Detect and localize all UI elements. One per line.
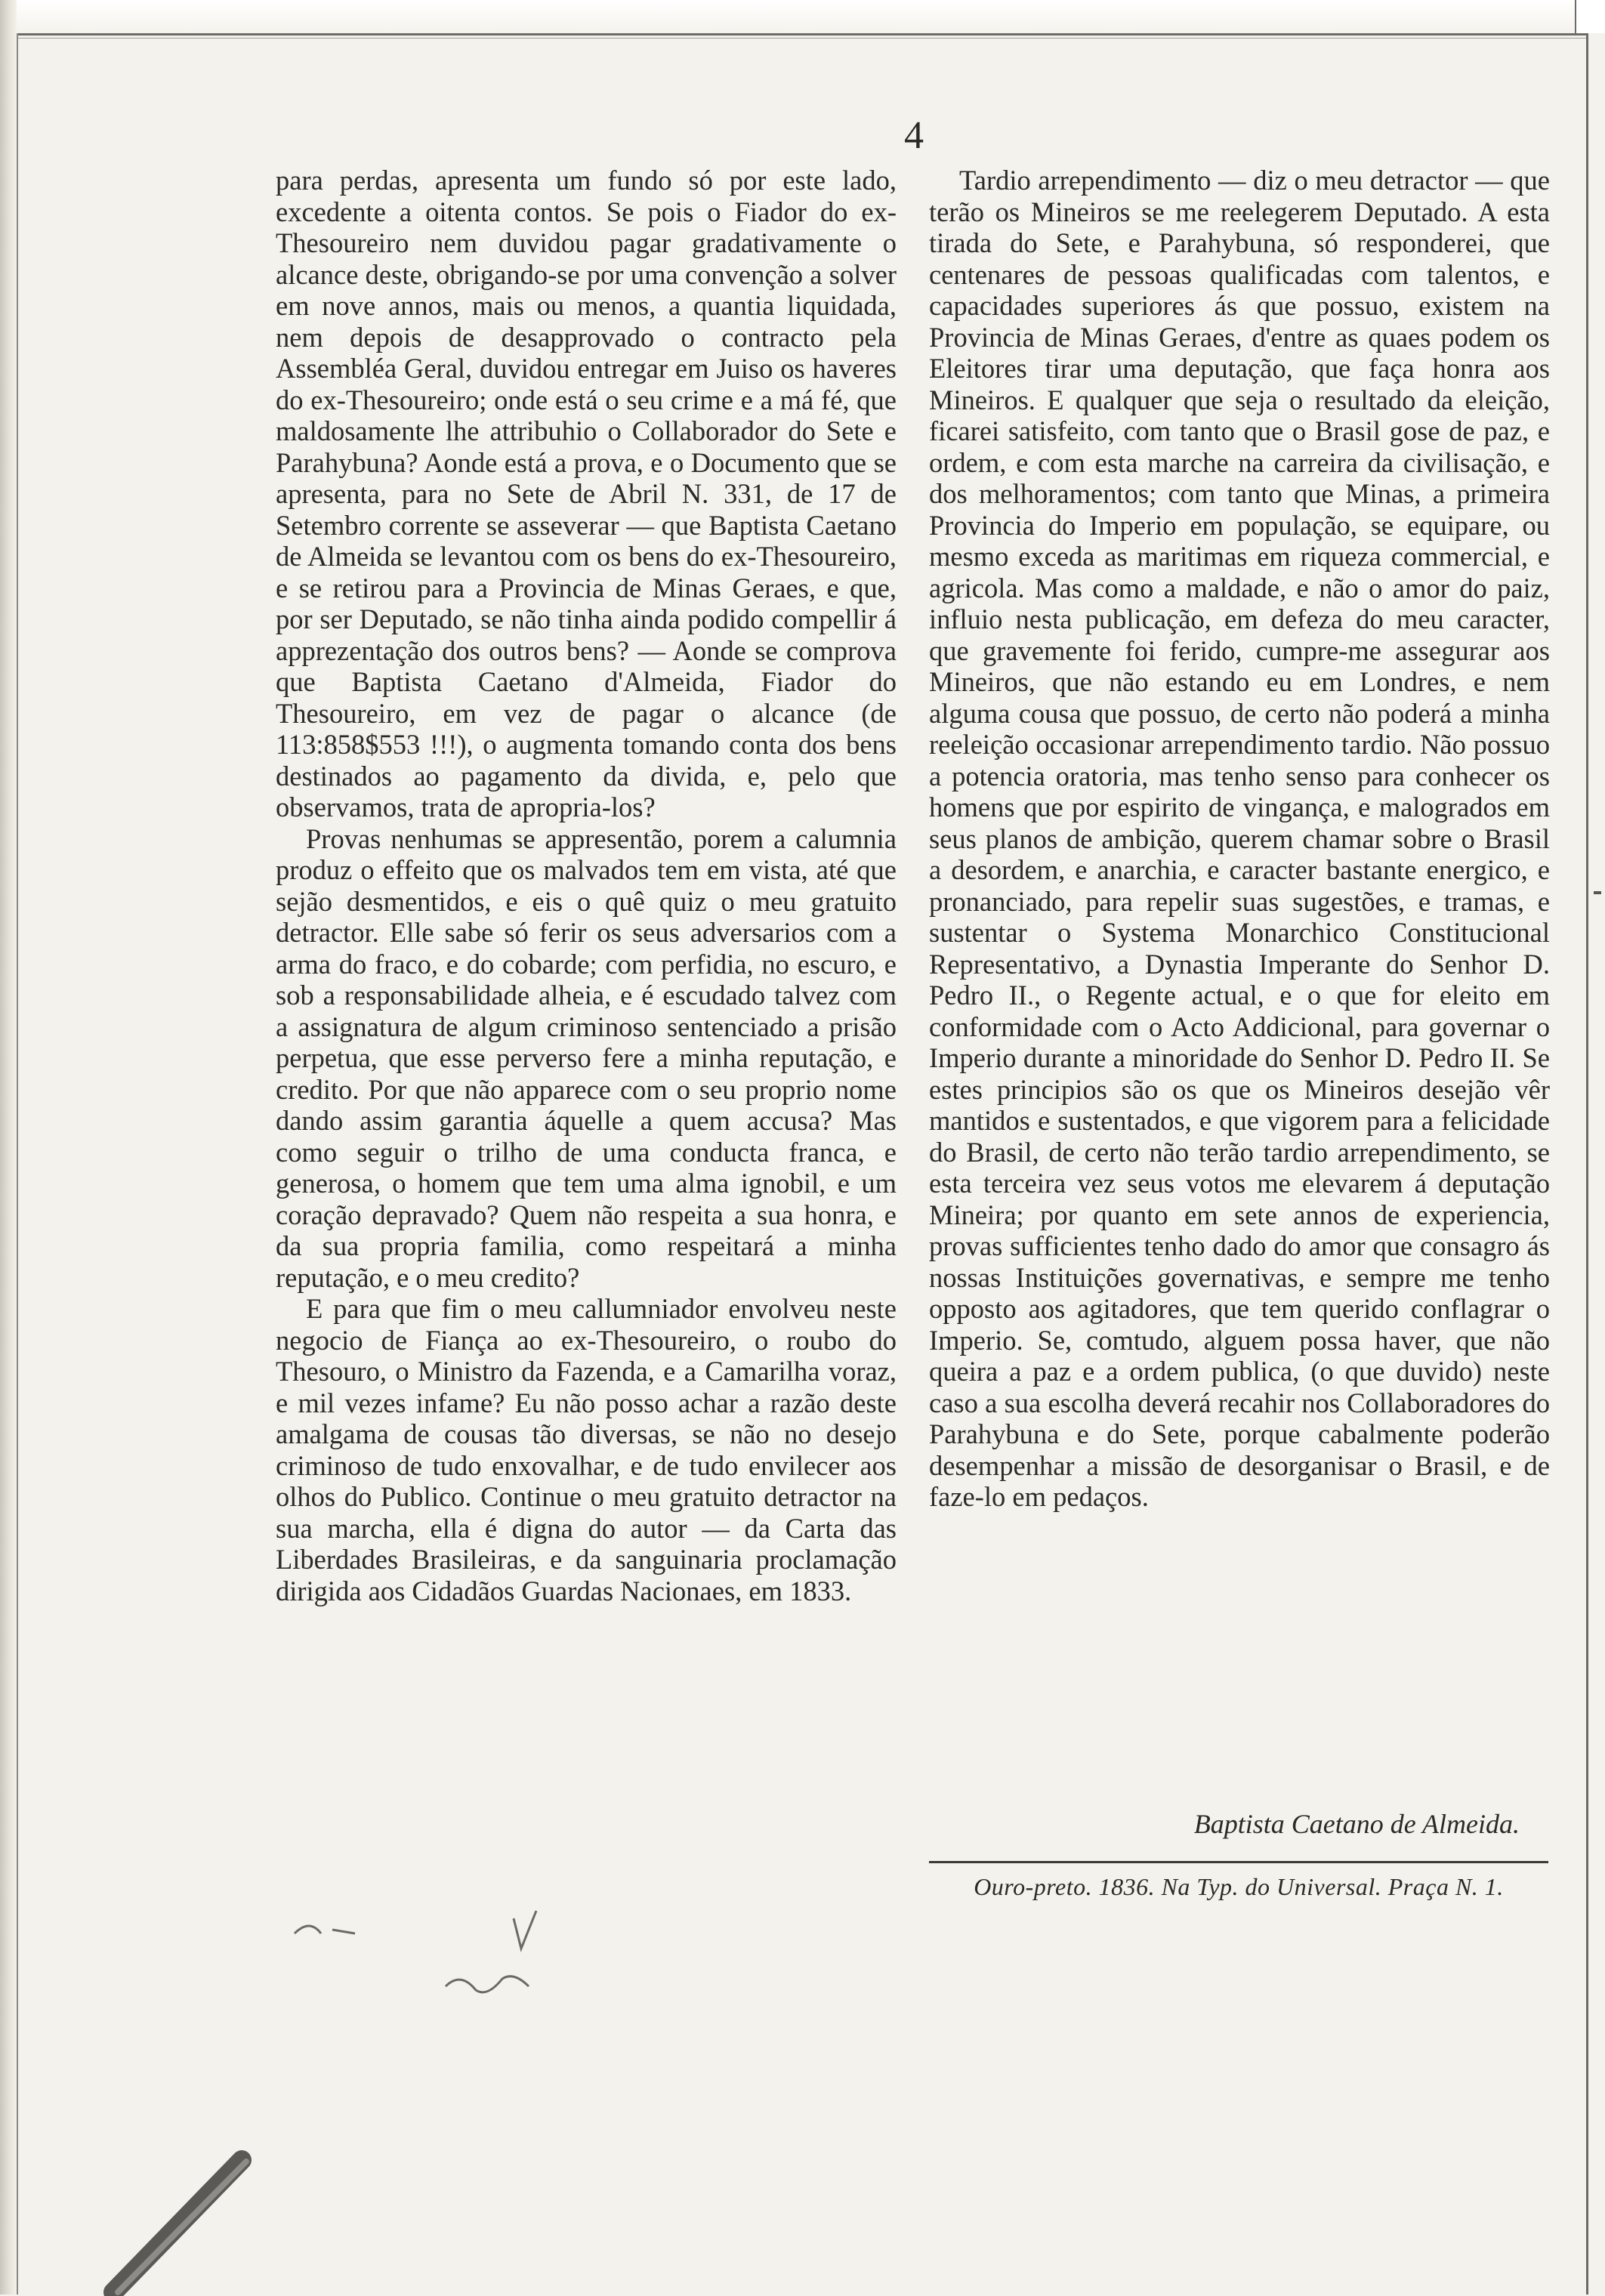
left-paragraph-3: E para que fim o meu callumniador envolveu neste negocio de Fiança ao ex-Thesoureiro, o roubo do Thesouro, o Ministro da Fazenda, e a Camarilha voraz, e mil vezes infame? Eu não posso achar a razão deste amalgama de cousas tão diversas, se não no desejo criminoso de tudo enxovalhar, e de tudo envilecer aos olhos do Publico. Continue o meu gratuito detractor na sua marcha, ella é digna do autor — da Carta das Liberdades Brasileiras, e da sanguinaria proclamação dirigida aos Cidadãos Guardas Nacionaes, em 1833. bbox=[276, 1293, 897, 1606]
right-paragraph-1: Tardio arrependimento — diz o meu detractor — que terão os Mineiros se me reelegerem Deputado. A esta tirada do Sete, e Parahybuna, só responderei, que centenares de pessoas qualificadas com talentos, e capacidades superiores ás que possuo, existem na Provincia de Minas Geraes, d'entre as quaes podem os Eleitores tirar uma deputação, que faça honra aos Mineiros. E qualquer que seja o resultado da eleição, ficarei satisfeito, com tanto que o Brasil gose de paz, e ordem, e com esta marche na carreira da civilisação, e dos melhoramentos; com tanto que Minas, a primeira Provincia do Imperio em população, se equipare, ou mesmo exceda as maritimas em riqueza commercial, e agricola. Mas como a maldade, e não o amor do paiz, influio nesta publicação, em defeza do meu caracter, que gravemente foi ferido, cumpre-me assegurar aos Mineiros, que não estando eu em Londres, e nem alguma cousa que possuo, de certo não poderá a minha reeleição occasionar arrependimento tardio. Não possuo a potencia oratoria, mas tenho senso para conhecer os homens que por espirito de vingança, e malogrados em seus planos de ambição, querem chamar sobre o Brasil a desordem, e anarchia, e caracter bastante energico, e pronanciado, para repelir suas sugestões, e tramas, e sustentar o Systema Monarchico Constitucional Representativo, a Dynastia Imperante do Senhor D. Pedro II., o Regente actual, e o que for eleito em conformidade com o Acto Addicional, para governar o Imperio durante a minoridade do Senhor D. Pedro II. Se estes principios são os que os Mineiros desejão vêr mantidos e sustentados, e que vigorem para a felicidade do Brasil, de certo não terão tardio arrependimento, se esta terceira vez seus votos me elevarem á deputação Mineira; por quanto em sete annos de experiencia, provas sufficientes tenho dado do amor que consagro ás nossas Instituições governativas, e sempre me tenho opposto aos agitadores, que tem querido conflagrar o Imperio. Se, comtudo, alguem possa haver, que não queira a paz e a ordem publica, (o que duvido) neste caso a sua escolha deverá recahir nos Collaboradores do Parahybuna e do Sete, porque cabalmente poderão desempenhar a missão de desorganisar o Brasil, e de faze-lo em pedaços. bbox=[929, 165, 1550, 1512]
printer-imprint: Ouro-preto. 1836. Na Typ. do Universal. Praça N. 1. bbox=[974, 1873, 1504, 1900]
imprint-rule bbox=[929, 1861, 1548, 1863]
margin-mark bbox=[1594, 891, 1601, 894]
author-signature: Baptista Caetano de Almeida. bbox=[1193, 1809, 1520, 1839]
scan-top-margin bbox=[0, 0, 1605, 35]
page-border-top-inner bbox=[17, 38, 1588, 39]
page-border-left bbox=[17, 33, 18, 2294]
page-border-right bbox=[1586, 33, 1588, 2294]
handwritten-scribble bbox=[287, 1903, 559, 2024]
book-spine-shadow bbox=[0, 0, 17, 2294]
right-column bbox=[929, 165, 1550, 1513]
left-paragraph-1: para perdas, apresenta um fundo só por este lado, excedente a oitenta contos. Se pois o Fiador do ex-Thesoureiro nem duvidou pagar gradativamente o alcance deste, obrigando-se por uma convenção a solver em nove annos, mais ou menos, a quantia liquidada, nem depois de desapprovado o contracto pela Assembléa Geral, duvidou entregar em Juiso os haveres do ex-Thesoureiro; onde está o seu crime e a má fé, que maldosamente lhe attribuhio o Collaborador do Sete e Parahybuna? Aonde está a prova, e o Documento que se apresenta, para no Sete de Abril N. 331, de 17 de Setembro corrente se asseverar — que Baptista Caetano de Almeida se levantou com os bens do ex-Thesoureiro, e se retirou para a Provincia de Minas Geraes, e que, por ser Deputado, se não tinha ainda podido compellir á apprezentação dos outros bens? — Aonde se comprova que Baptista Caetano d'Almeida, Fiador do Thesoureiro, em vez de pagar o alcance (de 113:858$553 !!!), o augmenta tomando conta dos bens destinados ao pagamento da divida, e, pelo que observamos, trata de apropria-los? bbox=[276, 165, 897, 822]
left-paragraph-2: Provas nenhumas se appresentão, porem a calumnia produz o effeito que os malvados tem em vista, até que sejão desmentidos, e eis o quê quiz o meu gratuito detractor. Elle sabe só ferir os seus adversarios com a arma do fraco, e do cobarde; com perfidia, no escuro, e sob a responsabilidade alheia, e é escudado talvez com a assignatura de algum criminoso sentenciado a prisão perpetua, que esse perverso fere a minha reputação, e credito. Por que não apparece com o seu proprio nome dando assim garantia áquelle a quem accusa? Mas como seguir o trilho de uma conducta franca, e generosa, o homem que tem uma alma ignobil, e um coração depravado? Quem não respeita a sua honra, e da sua propria familia, como respeitará a minha reputação, e o meu credito? bbox=[276, 822, 897, 1293]
left-column bbox=[276, 165, 897, 1606]
page-corner bbox=[1575, 0, 1605, 33]
page-border-top bbox=[17, 33, 1588, 35]
page-number: 4 bbox=[904, 114, 924, 157]
pen-stroke-mark bbox=[91, 2145, 272, 2296]
